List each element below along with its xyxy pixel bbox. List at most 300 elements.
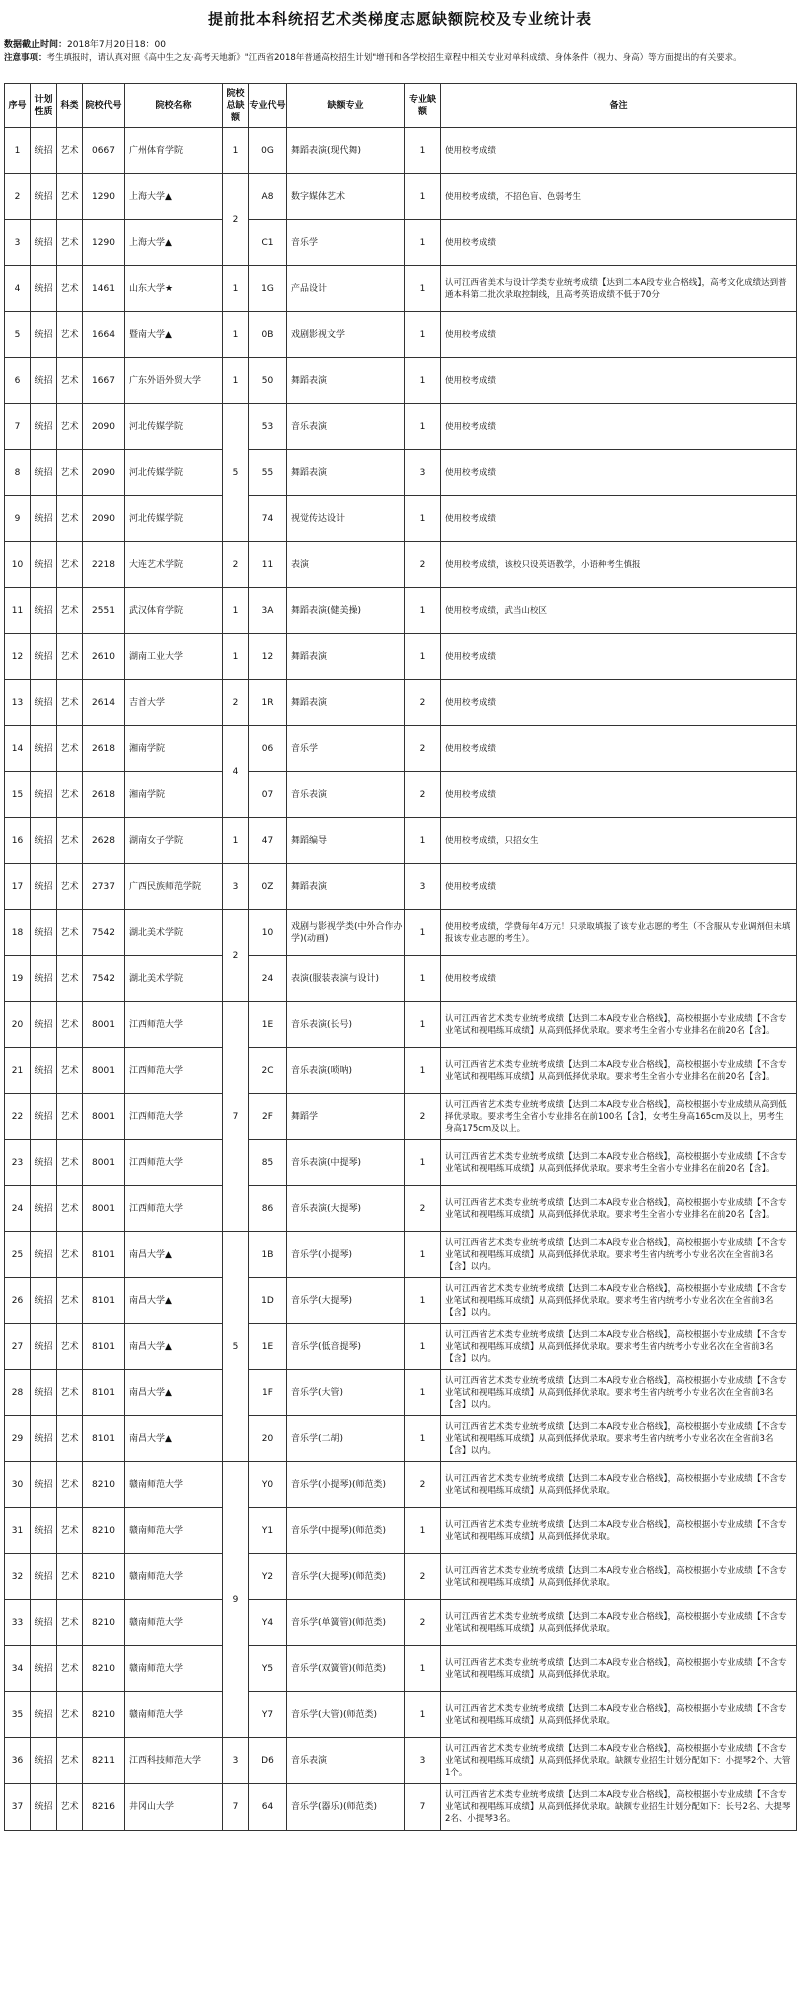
cell-school-code: 8001 — [83, 1002, 125, 1048]
cell-school-code: 8101 — [83, 1324, 125, 1370]
cell-category: 艺术 — [57, 404, 83, 450]
cell-plan-type: 统招 — [31, 1232, 57, 1278]
cell-seq: 21 — [5, 1048, 31, 1094]
cell-major-code: 55 — [249, 450, 287, 496]
table-row — [5, 1600, 797, 1646]
cell-major: 舞蹈表演(健美操) — [287, 588, 405, 634]
table-row — [5, 680, 797, 726]
cell-remarks: 认可江西省艺术类专业统考成绩【达到二本A段专业合格线】，高校根据小专业成绩【不含专业笔试和视唱练耳成绩】从高到低择优录取。 — [441, 1462, 797, 1508]
cell-category: 艺术 — [57, 772, 83, 818]
cell-school-code: 7542 — [83, 910, 125, 956]
cell-remarks: 认可江西省艺术类专业统考成绩【达到二本A段专业合格线】，高校根据小专业成绩【不含专业笔试和视唱练耳成绩】从高到低择优录取。要求考生全省小专业排名在前20名【含】。 — [441, 1186, 797, 1232]
cell-plan-type: 统招 — [31, 1140, 57, 1186]
cell-seq: 26 — [5, 1278, 31, 1324]
cell-school-vacancy: 1 — [223, 358, 249, 404]
cell-seq: 3 — [5, 220, 31, 266]
cell-plan-type: 统招 — [31, 1186, 57, 1232]
table-row — [5, 1416, 797, 1462]
cell-remarks: 使用校考成绩 — [441, 404, 797, 450]
cell-major-vacancy: 1 — [405, 956, 441, 1002]
cell-major: 表演(服装表演与设计) — [287, 956, 405, 1002]
cell-school-name: 河北传媒学院 — [125, 450, 223, 496]
cell-plan-type: 统招 — [31, 1508, 57, 1554]
cell-school-code: 1664 — [83, 312, 125, 358]
cell-school-vacancy: 2 — [223, 680, 249, 726]
cell-school-name: 上海大学▲ — [125, 174, 223, 220]
cell-major-vacancy: 1 — [405, 1140, 441, 1186]
cell-school-name: 江西师范大学 — [125, 1186, 223, 1232]
cell-major: 音乐学(大管) — [287, 1370, 405, 1416]
table-row — [5, 404, 797, 450]
cell-remarks: 使用校考成绩 — [441, 496, 797, 542]
cell-category: 艺术 — [57, 680, 83, 726]
cell-major-code: 1R — [249, 680, 287, 726]
cell-major: 音乐学 — [287, 726, 405, 772]
notice-label: 注意事项： — [4, 53, 47, 63]
cell-remarks: 认可江西省艺术类专业统考成绩【达到二本A段专业合格线】，高校根据小专业成绩【不含专业笔试和视唱练耳成绩】从高到低择优录取。要求考生省内统考小专业名次在全省前3名【含】以内。 — [441, 1232, 797, 1278]
cell-plan-type: 统招 — [31, 128, 57, 174]
cell-plan-type: 统招 — [31, 726, 57, 772]
cell-major: 音乐学(大提琴) — [287, 1278, 405, 1324]
deadline-line — [4, 37, 166, 50]
cell-major-vacancy: 1 — [405, 818, 441, 864]
cell-school-vacancy: 3 — [223, 1738, 249, 1784]
table-row — [5, 956, 797, 1002]
cell-major-code: 53 — [249, 404, 287, 450]
table-row — [5, 542, 797, 588]
cell-remarks: 认可江西省艺术类专业统考成绩【达到二本A段专业合格线】，高校根据小专业成绩【不含专业笔试和视唱练耳成绩】从高到低择优录取。要求考生省内统考小专业名次在全省前3名【含】以内。 — [441, 1324, 797, 1370]
cell-school-vacancy: 1 — [223, 634, 249, 680]
cell-school-name: 江西师范大学 — [125, 1048, 223, 1094]
header-plan-type: 计划性质 — [31, 84, 57, 128]
cell-seq: 30 — [5, 1462, 31, 1508]
cell-seq: 31 — [5, 1508, 31, 1554]
cell-major-vacancy: 1 — [405, 1002, 441, 1048]
cell-plan-type: 统招 — [31, 588, 57, 634]
cell-remarks: 使用校考成绩 — [441, 312, 797, 358]
cell-plan-type: 统招 — [31, 1002, 57, 1048]
cell-category: 艺术 — [57, 1508, 83, 1554]
header-school-name: 院校名称 — [125, 84, 223, 128]
cell-major: 音乐表演(中提琴) — [287, 1140, 405, 1186]
cell-school-code: 8001 — [83, 1140, 125, 1186]
table-row — [5, 772, 797, 818]
cell-seq: 11 — [5, 588, 31, 634]
cell-major-vacancy: 1 — [405, 266, 441, 312]
cell-school-vacancy: 4 — [223, 726, 249, 818]
cell-remarks: 认可江西省艺术类专业统考成绩【达到二本A段专业合格线】，高校根据小专业成绩【不含专业笔试和视唱练耳成绩】从高到低择优录取。要求考生省内统考小专业名次在全省前3名【含】以内。 — [441, 1278, 797, 1324]
cell-remarks: 认可江西省艺术类专业统考成绩【达到二本A段专业合格线】，高校根据小专业成绩【不含专业笔试和视唱练耳成绩】从高到低择优录取。 — [441, 1554, 797, 1600]
cell-remarks: 认可江西省艺术类专业统考成绩【达到二本A段专业合格线】，高校根据小专业成绩【不含专业笔试和视唱练耳成绩】从高到低择优录取。缺额专业招生计划分配如下：长号2名、大提琴2名、小提琴3名。 — [441, 1784, 797, 1831]
cell-school-code: 8210 — [83, 1554, 125, 1600]
cell-major-vacancy: 1 — [405, 1048, 441, 1094]
cell-school-name: 江西师范大学 — [125, 1140, 223, 1186]
table-row — [5, 1646, 797, 1692]
cell-major: 音乐学(大管)(师范类) — [287, 1692, 405, 1738]
cell-category: 艺术 — [57, 1646, 83, 1692]
cell-major-vacancy: 2 — [405, 772, 441, 818]
cell-category: 艺术 — [57, 1416, 83, 1462]
deadline-label: 数据截止时间： — [4, 40, 68, 50]
cell-plan-type: 统招 — [31, 358, 57, 404]
table-row — [5, 1554, 797, 1600]
cell-major-code: Y4 — [249, 1600, 287, 1646]
cell-major-code: 74 — [249, 496, 287, 542]
cell-school-name: 湖南工业大学 — [125, 634, 223, 680]
cell-school-vacancy: 9 — [223, 1462, 249, 1738]
cell-school-code: 1290 — [83, 220, 125, 266]
table-row — [5, 1462, 797, 1508]
cell-seq: 1 — [5, 128, 31, 174]
cell-school-code: 2628 — [83, 818, 125, 864]
cell-category: 艺术 — [57, 128, 83, 174]
cell-remarks: 认可江西省艺术类专业统考成绩【达到二本A段专业合格线】，高校根据小专业成绩【不含专业笔试和视唱练耳成绩】从高到低择优录取。 — [441, 1600, 797, 1646]
cell-major-code: 1B — [249, 1232, 287, 1278]
cell-school-name: 湖北美术学院 — [125, 956, 223, 1002]
cell-major-code: A8 — [249, 174, 287, 220]
cell-school-name: 赣南师范大学 — [125, 1600, 223, 1646]
cell-school-name: 赣南师范大学 — [125, 1692, 223, 1738]
cell-school-name: 江西科技师范大学 — [125, 1738, 223, 1784]
cell-category: 艺术 — [57, 1738, 83, 1784]
header-school-code: 院校代号 — [83, 84, 125, 128]
cell-major-code: 1E — [249, 1324, 287, 1370]
vacancy-table — [4, 83, 797, 1831]
cell-major: 舞蹈表演 — [287, 358, 405, 404]
cell-major-vacancy: 1 — [405, 634, 441, 680]
cell-major: 视觉传达设计 — [287, 496, 405, 542]
cell-remarks: 使用校考成绩 — [441, 634, 797, 680]
cell-major-code: 1G — [249, 266, 287, 312]
cell-major-vacancy: 2 — [405, 1600, 441, 1646]
cell-school-name: 湖北美术学院 — [125, 910, 223, 956]
cell-seq: 37 — [5, 1784, 31, 1831]
cell-remarks: 认可江西省艺术类专业统考成绩【达到二本A段专业合格线】，高校根据小专业成绩【不含专业笔试和视唱练耳成绩】从高到低择优录取。 — [441, 1508, 797, 1554]
cell-major: 舞蹈表演 — [287, 864, 405, 910]
cell-major: 数字媒体艺术 — [287, 174, 405, 220]
cell-seq: 29 — [5, 1416, 31, 1462]
cell-school-name: 南昌大学▲ — [125, 1278, 223, 1324]
cell-major-vacancy: 1 — [405, 128, 441, 174]
notice-text: 考生填报时，请认真对照《高中生之友·高考天地新》"江西省2018年普通高校招生计划"增刊和各学校招生章程中相关专业对单科成绩、身体条件（视力、身高）等方面提出的有关要求。 — [46, 53, 742, 63]
header-school-vacancy: 院校总缺额 — [223, 84, 249, 128]
cell-school-code: 2090 — [83, 404, 125, 450]
cell-major-vacancy: 2 — [405, 1462, 441, 1508]
cell-school-code: 0667 — [83, 128, 125, 174]
cell-school-code: 8001 — [83, 1094, 125, 1140]
cell-school-code: 2551 — [83, 588, 125, 634]
cell-major-vacancy: 1 — [405, 404, 441, 450]
cell-category: 艺术 — [57, 1692, 83, 1738]
table-row — [5, 1278, 797, 1324]
cell-major: 音乐表演 — [287, 1738, 405, 1784]
table-row — [5, 1370, 797, 1416]
cell-school-code: 8210 — [83, 1692, 125, 1738]
cell-major-vacancy: 1 — [405, 312, 441, 358]
cell-plan-type: 统招 — [31, 404, 57, 450]
cell-major-code: 24 — [249, 956, 287, 1002]
cell-remarks: 使用校考成绩，武当山校区 — [441, 588, 797, 634]
cell-category: 艺术 — [57, 956, 83, 1002]
cell-school-code: 2614 — [83, 680, 125, 726]
cell-category: 艺术 — [57, 266, 83, 312]
cell-school-code: 2737 — [83, 864, 125, 910]
cell-major-code: 12 — [249, 634, 287, 680]
cell-category: 艺术 — [57, 450, 83, 496]
cell-seq: 27 — [5, 1324, 31, 1370]
cell-major-code: 1D — [249, 1278, 287, 1324]
cell-major-vacancy: 1 — [405, 1692, 441, 1738]
cell-school-name: 赣南师范大学 — [125, 1462, 223, 1508]
cell-seq: 25 — [5, 1232, 31, 1278]
cell-school-code: 2610 — [83, 634, 125, 680]
cell-major: 舞蹈编导 — [287, 818, 405, 864]
cell-school-vacancy: 7 — [223, 1002, 249, 1232]
cell-school-code: 8101 — [83, 1232, 125, 1278]
cell-seq: 9 — [5, 496, 31, 542]
cell-category: 艺术 — [57, 1324, 83, 1370]
cell-major-vacancy: 1 — [405, 1646, 441, 1692]
cell-seq: 22 — [5, 1094, 31, 1140]
cell-major-vacancy: 2 — [405, 1094, 441, 1140]
cell-school-name: 赣南师范大学 — [125, 1554, 223, 1600]
header-seq: 序号 — [5, 84, 31, 128]
cell-major: 舞蹈表演 — [287, 450, 405, 496]
cell-plan-type: 统招 — [31, 1738, 57, 1784]
cell-school-code: 8210 — [83, 1508, 125, 1554]
cell-category: 艺术 — [57, 818, 83, 864]
cell-seq: 14 — [5, 726, 31, 772]
table-row — [5, 1232, 797, 1278]
cell-school-code: 8211 — [83, 1738, 125, 1784]
cell-major-code: 3A — [249, 588, 287, 634]
cell-seq: 34 — [5, 1646, 31, 1692]
cell-remarks: 使用校考成绩 — [441, 680, 797, 726]
cell-plan-type: 统招 — [31, 266, 57, 312]
cell-plan-type: 统招 — [31, 542, 57, 588]
cell-major: 舞蹈表演(现代舞) — [287, 128, 405, 174]
cell-school-name: 井冈山大学 — [125, 1784, 223, 1831]
cell-school-vacancy: 3 — [223, 864, 249, 910]
cell-major: 音乐学(小提琴) — [287, 1232, 405, 1278]
cell-major-code: 06 — [249, 726, 287, 772]
cell-category: 艺术 — [57, 726, 83, 772]
table-row — [5, 174, 797, 220]
cell-plan-type: 统招 — [31, 450, 57, 496]
cell-category: 艺术 — [57, 1462, 83, 1508]
cell-school-code: 8001 — [83, 1048, 125, 1094]
cell-remarks: 认可江西省艺术类专业统考成绩【达到二本A段专业合格线】，高校根据小专业成绩【不含专业笔试和视唱练耳成绩】从高到低择优录取。要求考生省内统考小专业名次在全省前3名【含】以内。 — [441, 1370, 797, 1416]
header-remarks: 备注 — [441, 84, 797, 128]
cell-school-code: 2618 — [83, 726, 125, 772]
cell-school-vacancy: 1 — [223, 588, 249, 634]
cell-category: 艺术 — [57, 1140, 83, 1186]
table-row — [5, 1784, 797, 1831]
cell-school-code: 8210 — [83, 1600, 125, 1646]
cell-major-code: 1E — [249, 1002, 287, 1048]
cell-major: 音乐表演 — [287, 404, 405, 450]
cell-school-name: 广州体育学院 — [125, 128, 223, 174]
cell-major-code: 11 — [249, 542, 287, 588]
cell-major-code: Y2 — [249, 1554, 287, 1600]
header-major-vacancy: 专业缺额 — [405, 84, 441, 128]
table-row — [5, 220, 797, 266]
table-row — [5, 1002, 797, 1048]
cell-school-code: 8101 — [83, 1370, 125, 1416]
cell-major-vacancy: 1 — [405, 1416, 441, 1462]
cell-school-vacancy: 1 — [223, 266, 249, 312]
table-row — [5, 450, 797, 496]
cell-plan-type: 统招 — [31, 496, 57, 542]
table-row — [5, 634, 797, 680]
cell-school-vacancy: 1 — [223, 312, 249, 358]
cell-category: 艺术 — [57, 1278, 83, 1324]
cell-major: 音乐学(单簧管)(师范类) — [287, 1600, 405, 1646]
deadline-value: 2018年7月20日18：00 — [67, 40, 167, 50]
cell-category: 艺术 — [57, 1600, 83, 1646]
cell-major: 音乐学(小提琴)(师范类) — [287, 1462, 405, 1508]
cell-school-name: 广东外语外贸大学 — [125, 358, 223, 404]
cell-seq: 15 — [5, 772, 31, 818]
cell-major-vacancy: 1 — [405, 588, 441, 634]
cell-school-name: 湘南学院 — [125, 726, 223, 772]
cell-remarks: 认可江西省美术与设计学类专业统考成绩【达到二本A段专业合格线】，高考文化成绩达到普通本科第二批次录取控制线，且高考英语成绩不低于70分 — [441, 266, 797, 312]
cell-major: 舞蹈表演 — [287, 634, 405, 680]
cell-school-name: 湖南女子学院 — [125, 818, 223, 864]
cell-major-code: 2C — [249, 1048, 287, 1094]
table-row — [5, 818, 797, 864]
cell-major-vacancy: 3 — [405, 1738, 441, 1784]
cell-remarks: 使用校考成绩，学费每年4万元！只录取填报了该专业志愿的考生（不含服从专业调剂但未填报该专业志愿的考生）。 — [441, 910, 797, 956]
cell-plan-type: 统招 — [31, 1646, 57, 1692]
cell-seq: 8 — [5, 450, 31, 496]
cell-major-code: Y5 — [249, 1646, 287, 1692]
cell-major-vacancy: 2 — [405, 680, 441, 726]
cell-category: 艺术 — [57, 1186, 83, 1232]
cell-plan-type: 统招 — [31, 1416, 57, 1462]
cell-remarks: 使用校考成绩 — [441, 220, 797, 266]
cell-seq: 5 — [5, 312, 31, 358]
cell-major-code: 20 — [249, 1416, 287, 1462]
cell-seq: 18 — [5, 910, 31, 956]
table-row — [5, 358, 797, 404]
table-body — [5, 128, 797, 1831]
cell-category: 艺术 — [57, 174, 83, 220]
cell-remarks: 使用校考成绩，该校只设英语教学，小语种考生慎报 — [441, 542, 797, 588]
cell-major-vacancy: 2 — [405, 1186, 441, 1232]
cell-remarks: 认可江西省艺术类专业统考成绩【达到二本A段专业合格线】，高校根据小专业成绩【不含专业笔试和视唱练耳成绩】从高到低择优录取。要求考生全省小专业排名在前20名【含】。 — [441, 1002, 797, 1048]
cell-plan-type: 统招 — [31, 1784, 57, 1831]
cell-school-code: 1461 — [83, 266, 125, 312]
cell-school-code: 8210 — [83, 1462, 125, 1508]
cell-major-vacancy: 1 — [405, 1370, 441, 1416]
cell-seq: 17 — [5, 864, 31, 910]
cell-major-code: 47 — [249, 818, 287, 864]
cell-major-vacancy: 7 — [405, 1784, 441, 1831]
cell-major-code: 07 — [249, 772, 287, 818]
cell-plan-type: 统招 — [31, 680, 57, 726]
cell-seq: 28 — [5, 1370, 31, 1416]
cell-school-name: 大连艺术学院 — [125, 542, 223, 588]
cell-major: 产品设计 — [287, 266, 405, 312]
cell-school-name: 广西民族师范学院 — [125, 864, 223, 910]
cell-category: 艺术 — [57, 1784, 83, 1831]
cell-category: 艺术 — [57, 358, 83, 404]
cell-school-name: 赣南师范大学 — [125, 1508, 223, 1554]
cell-major-code: D6 — [249, 1738, 287, 1784]
cell-major-code: 85 — [249, 1140, 287, 1186]
cell-remarks: 认可江西省艺术类专业统考成绩【达到二本A段专业合格线】，高校根据小专业成绩【不含专业笔试和视唱练耳成绩】从高到低择优录取。缺额专业招生计划分配如下：小提琴2个、大管1个。 — [441, 1738, 797, 1784]
cell-plan-type: 统招 — [31, 174, 57, 220]
cell-plan-type: 统招 — [31, 634, 57, 680]
cell-remarks: 使用校考成绩 — [441, 956, 797, 1002]
table-row — [5, 128, 797, 174]
cell-major-vacancy: 3 — [405, 864, 441, 910]
cell-category: 艺术 — [57, 496, 83, 542]
cell-major: 音乐学(二胡) — [287, 1416, 405, 1462]
cell-school-vacancy: 2 — [223, 174, 249, 266]
cell-major-vacancy: 1 — [405, 1324, 441, 1370]
cell-seq: 19 — [5, 956, 31, 1002]
cell-seq: 32 — [5, 1554, 31, 1600]
cell-major-vacancy: 1 — [405, 910, 441, 956]
cell-school-name: 江西师范大学 — [125, 1002, 223, 1048]
cell-plan-type: 统招 — [31, 1048, 57, 1094]
table-row — [5, 726, 797, 772]
cell-category: 艺术 — [57, 588, 83, 634]
cell-school-name: 暨南大学▲ — [125, 312, 223, 358]
cell-category: 艺术 — [57, 1002, 83, 1048]
cell-remarks: 认可江西省艺术类专业统考成绩【达到二本A段专业合格线】，高校根据小专业成绩从高到低择优录取。要求考生全省小专业排名在前100名【含】，女考生身高165cm及以上，男考生身高175cm及以上。 — [441, 1094, 797, 1140]
cell-category: 艺术 — [57, 542, 83, 588]
cell-category: 艺术 — [57, 1554, 83, 1600]
cell-remarks: 认可江西省艺术类专业统考成绩【达到二本A段专业合格线】，高校根据小专业成绩【不含专业笔试和视唱练耳成绩】从高到低择优录取。要求考生全省小专业排名在前20名【含】。 — [441, 1048, 797, 1094]
cell-major-code: Y0 — [249, 1462, 287, 1508]
cell-plan-type: 统招 — [31, 312, 57, 358]
cell-plan-type: 统招 — [31, 864, 57, 910]
cell-major-code: 0G — [249, 128, 287, 174]
cell-seq: 12 — [5, 634, 31, 680]
cell-school-name: 河北传媒学院 — [125, 404, 223, 450]
cell-remarks: 认可江西省艺术类专业统考成绩【达到二本A段专业合格线】，高校根据小专业成绩【不含专业笔试和视唱练耳成绩】从高到低择优录取。要求考生省内统考小专业名次在全省前3名【含】以内。 — [441, 1416, 797, 1462]
cell-category: 艺术 — [57, 1370, 83, 1416]
cell-plan-type: 统招 — [31, 772, 57, 818]
cell-major-code: 1F — [249, 1370, 287, 1416]
cell-school-code: 2618 — [83, 772, 125, 818]
cell-school-code: 8210 — [83, 1646, 125, 1692]
cell-major: 舞蹈学 — [287, 1094, 405, 1140]
table-row — [5, 266, 797, 312]
cell-major: 戏剧与影视学类(中外合作办学)(动画) — [287, 910, 405, 956]
table-row — [5, 864, 797, 910]
cell-category: 艺术 — [57, 1232, 83, 1278]
table-row — [5, 1140, 797, 1186]
cell-school-name: 南昌大学▲ — [125, 1416, 223, 1462]
cell-school-name: 河北传媒学院 — [125, 496, 223, 542]
cell-school-code: 1667 — [83, 358, 125, 404]
cell-school-name: 江西师范大学 — [125, 1094, 223, 1140]
cell-seq: 33 — [5, 1600, 31, 1646]
cell-plan-type: 统招 — [31, 1600, 57, 1646]
cell-remarks: 使用校考成绩 — [441, 864, 797, 910]
cell-major: 音乐学(双簧管)(师范类) — [287, 1646, 405, 1692]
cell-plan-type: 统招 — [31, 1324, 57, 1370]
cell-school-vacancy: 1 — [223, 818, 249, 864]
cell-school-code: 8101 — [83, 1278, 125, 1324]
cell-major: 音乐学(低音提琴) — [287, 1324, 405, 1370]
cell-major-code: C1 — [249, 220, 287, 266]
cell-school-code: 8001 — [83, 1186, 125, 1232]
